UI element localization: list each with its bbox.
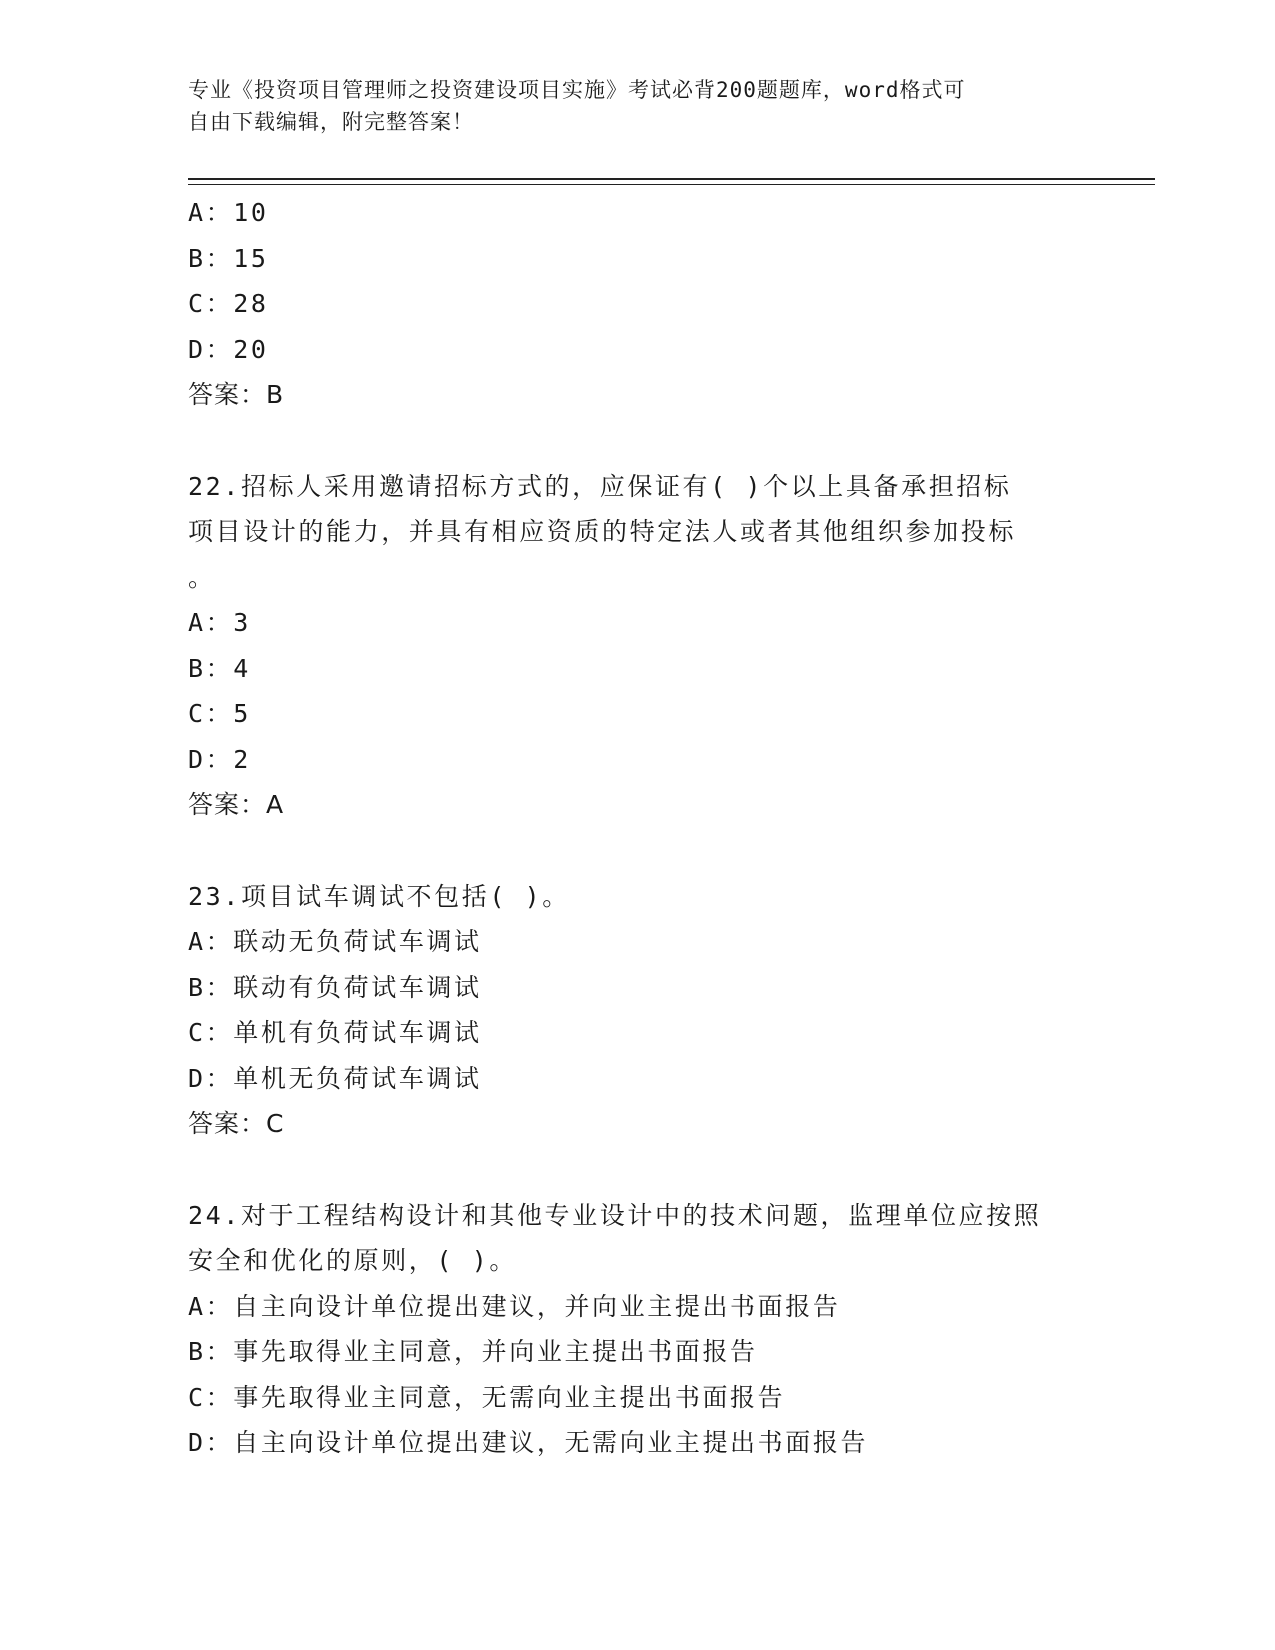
option-d: D：20 xyxy=(188,334,269,364)
question-22 xyxy=(188,464,1088,828)
question-24 xyxy=(188,1193,1088,1466)
option-c: C：28 xyxy=(188,289,269,318)
option-c: C：事先取得业主同意，无需向业主提出书面报告 xyxy=(188,1382,786,1412)
option-a: A：10 xyxy=(188,198,269,227)
question-text-line: 24.对于工程结构设计和其他专业设计中的技术问题，监理单位应按照 xyxy=(188,1200,1042,1230)
option-d: D：单机无负荷试车调试 xyxy=(188,1063,482,1093)
question-text-line: 项目设计的能力，并具有相应资质的特定法人或者其他组织参加投标 xyxy=(188,517,1017,546)
header-line-1: 专业《投资项目管理师之投资建设项目实施》考试必背200题题库，word格式可 xyxy=(188,78,966,102)
answer: 答案：C xyxy=(188,1109,285,1138)
header-line-2: 自由下载编辑，附完整答案！ xyxy=(188,110,474,134)
answer: 答案：B xyxy=(188,380,285,409)
header-divider-thin xyxy=(188,184,1155,185)
option-a: A：3 xyxy=(188,608,251,637)
document-header xyxy=(188,74,1068,138)
question-text-line: 23.项目试车调试不包括( )。 xyxy=(188,881,570,911)
question-list xyxy=(188,190,1088,1466)
option-a: A：联动无负荷试车调试 xyxy=(188,927,482,956)
question-23 xyxy=(188,874,1088,1147)
question-21-continued xyxy=(188,190,1088,418)
option-b: B：15 xyxy=(188,243,269,273)
option-c: C：单机有负荷试车调试 xyxy=(188,1018,482,1047)
option-d: D：自主向设计单位提出建议，无需向业主提出书面报告 xyxy=(188,1428,869,1457)
header-divider-thick xyxy=(188,178,1155,180)
option-c: C：5 xyxy=(188,699,251,728)
option-a: A：自主向设计单位提出建议，并向业主提出书面报告 xyxy=(188,1291,841,1321)
question-text-line: 。 xyxy=(188,562,216,592)
option-b: B：事先取得业主同意，并向业主提出书面报告 xyxy=(188,1337,758,1366)
option-b: B：4 xyxy=(188,653,251,683)
option-b: B：联动有负荷试车调试 xyxy=(188,972,482,1002)
option-d: D：2 xyxy=(188,744,251,774)
question-text-line: 22.招标人采用邀请招标方式的，应保证有( )个以上具备承担招标 xyxy=(188,471,1012,501)
answer: 答案：A xyxy=(188,790,285,819)
question-text-line: 安全和优化的原则，( )。 xyxy=(188,1246,517,1275)
